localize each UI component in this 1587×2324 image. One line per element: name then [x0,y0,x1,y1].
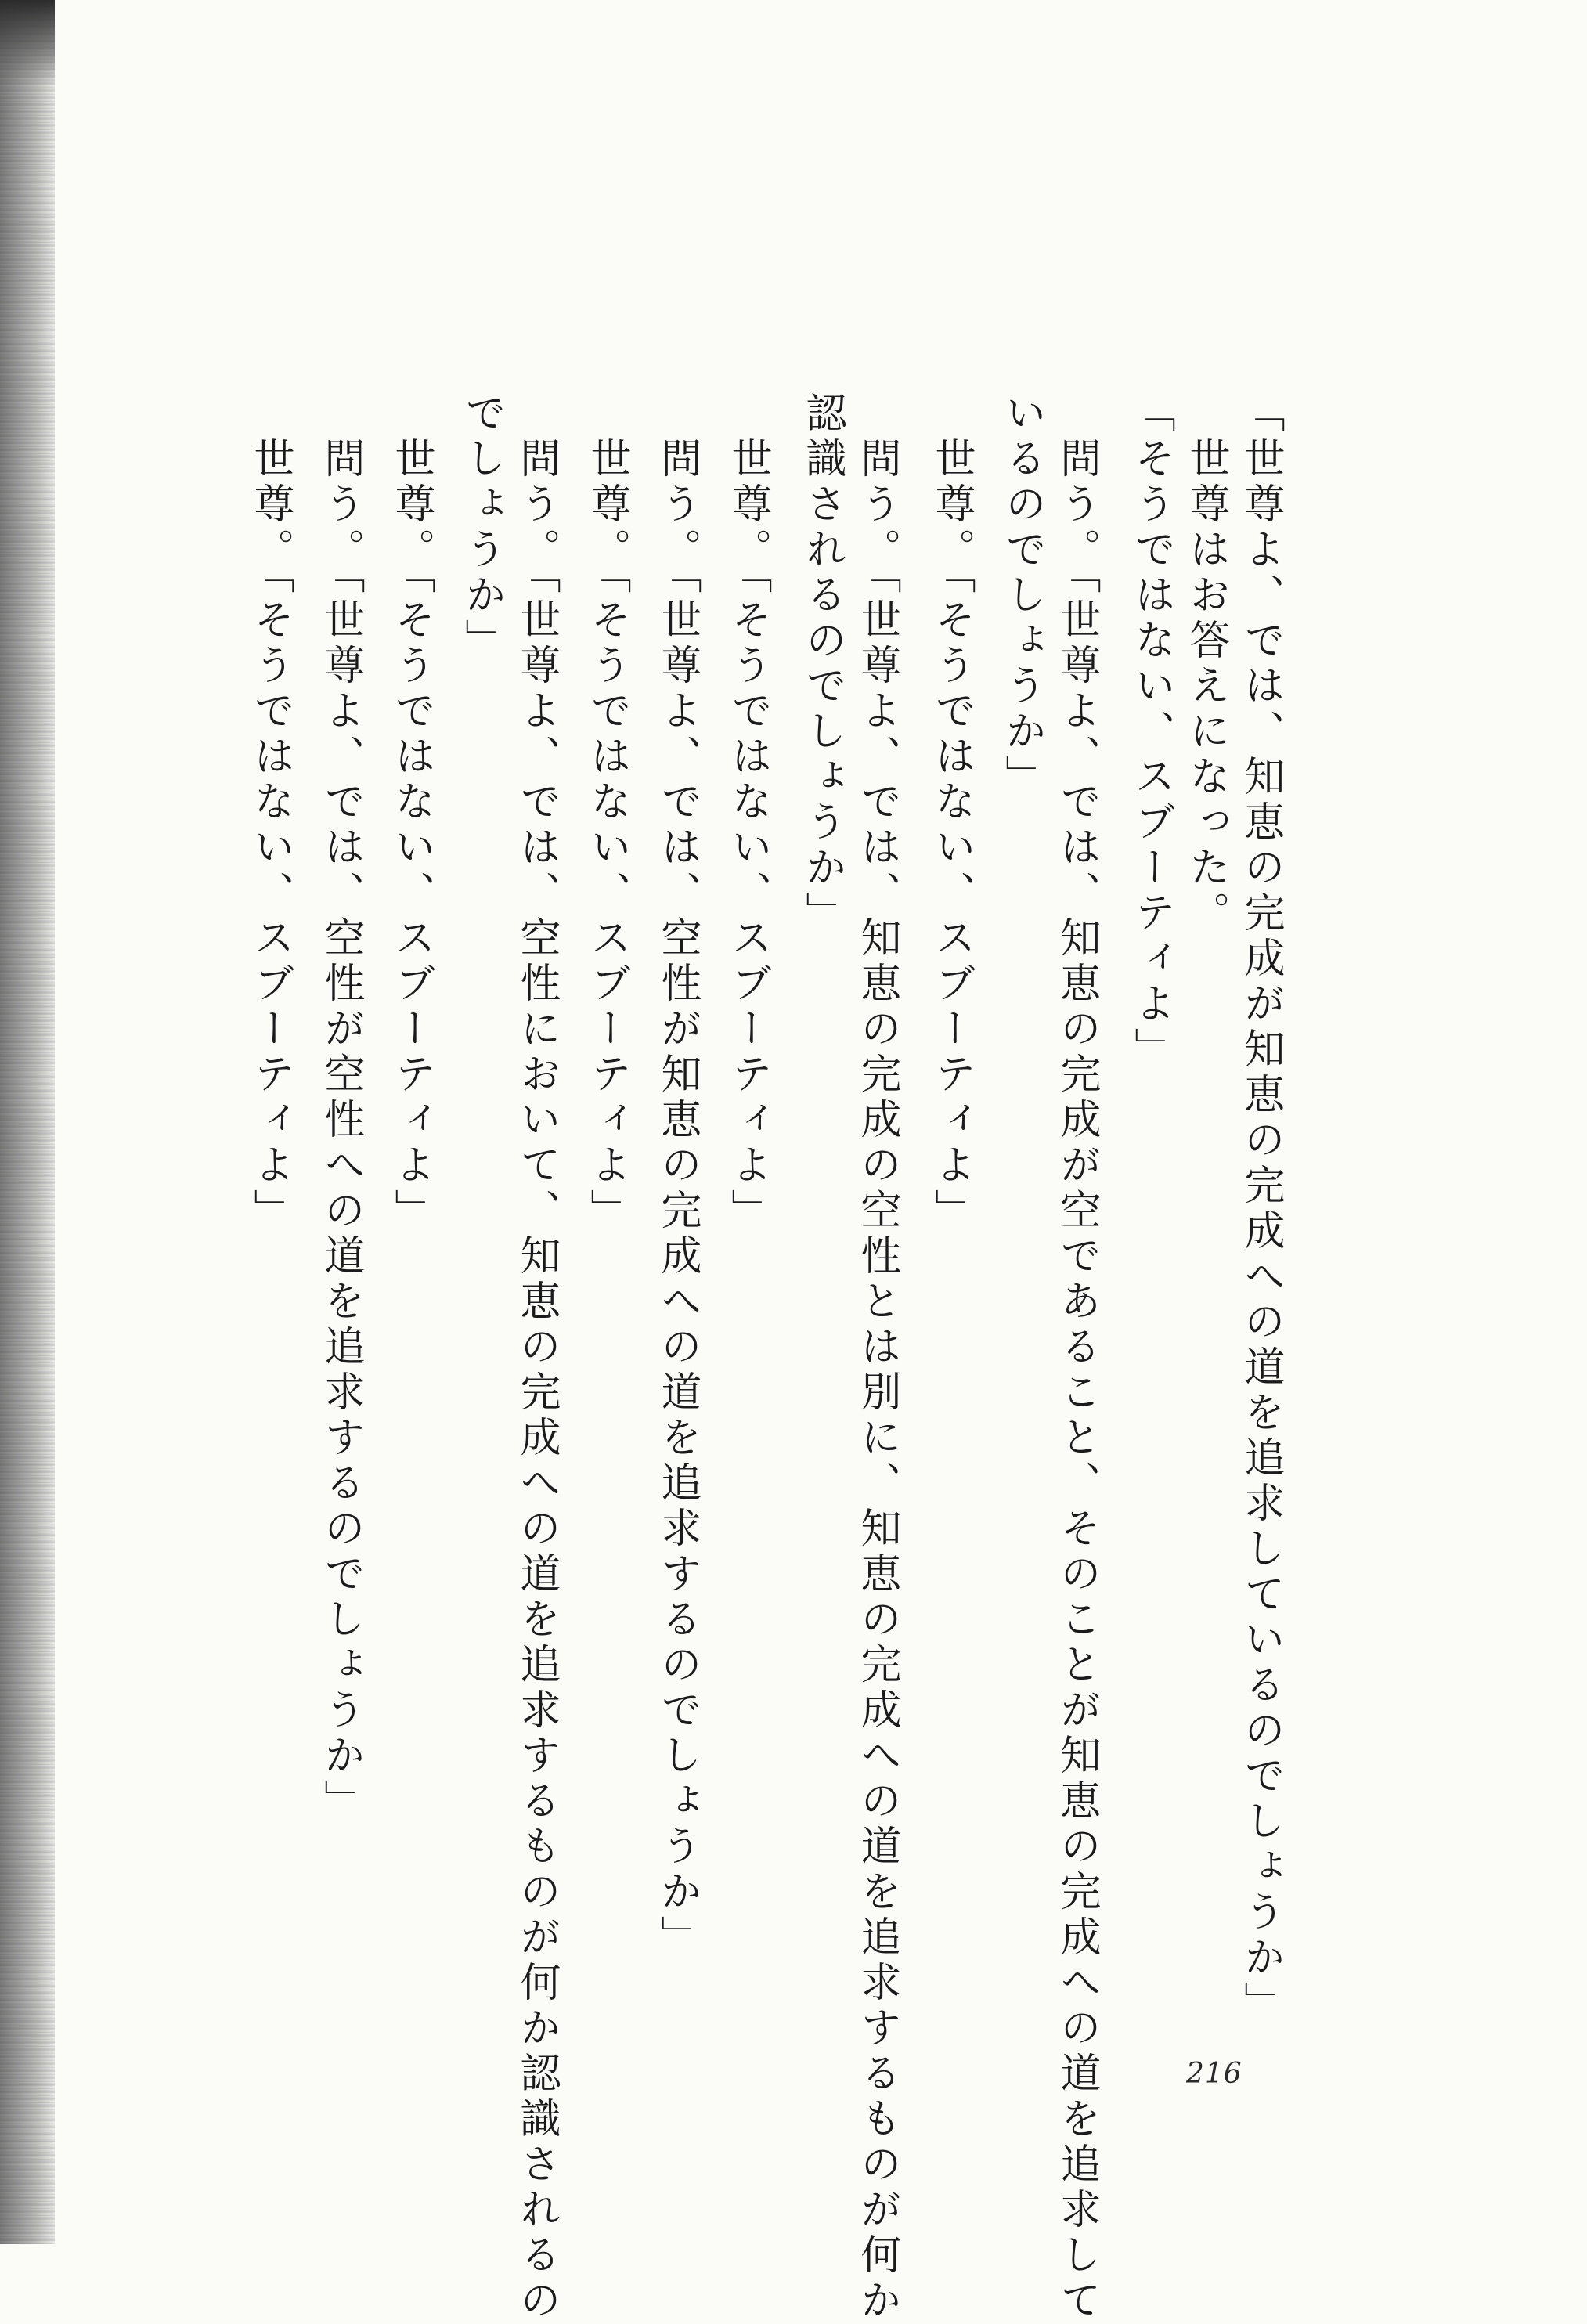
scan-edge-corner [0,0,55,86]
scan-edge-shadow [0,0,55,2244]
text-line: 問う。「世尊よ、では、知恵の完成が空であること、そのことが知恵の完成への道を追求して [1053,392,1100,2324]
text-line: 世尊。「そうではない、スブーティよ」 [247,392,294,1234]
text-line: 世尊はお答えになった。 [1182,392,1229,936]
text-line: 「世尊よ、では、知恵の完成が知恵の完成への道を追求しているのでしょうか」 [1237,392,1284,2026]
text-line: 世尊。「そうではない、スブーティよ」 [928,392,975,1234]
text-line: 問う。「世尊よ、では、知恵の完成の空性とは別に、知恵の完成への道を追求するものが何か [853,392,900,2324]
text-line: 「そうではない、スブーティよ」 [1127,392,1174,1073]
text-line: 認識されるのでしょうか」 [799,392,846,936]
text-line: 問う。「世尊よ、では、空性において、知恵の完成への道を追求するものが何か認識されるの [513,392,560,2324]
text-line: 問う。「世尊よ、では、空性が知恵の完成への道を追求するのでしょうか」 [654,392,701,1961]
text-line: 問う。「世尊よ、では、空性が空性への道を追求するのでしょうか」 [317,392,364,1824]
text-line: 世尊。「そうではない、スブーティよ」 [724,392,771,1234]
text-line: 世尊。「そうではない、スブーティよ」 [583,392,630,1234]
text-line: でしょうか」 [458,392,505,664]
text-line: 世尊。「そうではない、スブーティよ」 [388,392,435,1234]
page-number: 216 [1186,2058,1243,2090]
text-line: いるのでしょうか」 [998,392,1045,800]
